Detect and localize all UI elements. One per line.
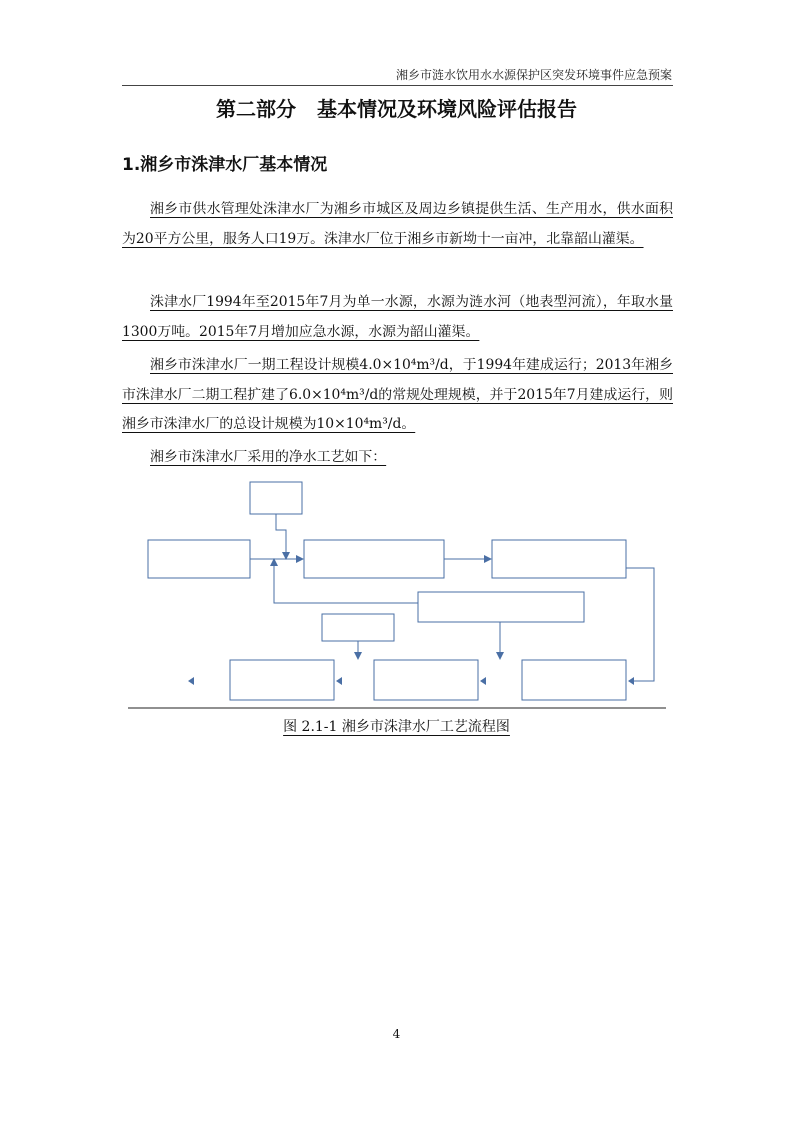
section-title: 1.湘乡市洙津水厂基本情况 bbox=[122, 155, 328, 175]
flow-box-small-left bbox=[322, 614, 394, 641]
flow-box-raw-water bbox=[148, 540, 250, 578]
paragraph-1-text: 湘乡市供水管理处洙津水厂为湘乡市城区及周边乡镇提供生活、生产用水，供水面积为20平方公里，服务人口19万。洙津水厂位于湘乡市新坳十一亩冲，北靠韶山灌渠。 bbox=[122, 201, 673, 247]
running-header: 湘乡市涟水饮用水水源保护区突发环境事件应急预案 bbox=[395, 68, 672, 82]
page-number: 4 bbox=[392, 1027, 401, 1041]
paragraph-3 bbox=[122, 351, 673, 440]
part-title: 第二部分 基本情况及环境风险评估报告 bbox=[216, 97, 577, 121]
figure-caption: 图 2.1-1 湘乡市洙津水厂工艺流程图 bbox=[283, 719, 510, 735]
arrowhead-output bbox=[188, 677, 194, 685]
paragraph-4-text: 湘乡市洙津水厂采用的净水工艺如下： bbox=[150, 449, 387, 465]
paragraph-3-text: 湘乡市洙津水厂一期工程设计规模4.0×10⁴m³/d，于1994年建成运行；2013年湘乡市洙津水厂二期工程扩建了6.0×10⁴m³/d的常规处理规模，并于2015年7月建成运行，则湘乡市洙津水厂的总设计规模为10×10⁴m³/d。 bbox=[122, 357, 673, 433]
arrowhead-raw-mid bbox=[296, 555, 304, 563]
flow-box-top bbox=[250, 482, 302, 514]
arrowhead-into-b1 bbox=[336, 677, 342, 685]
flow-box-b1 bbox=[230, 660, 334, 700]
arrowhead-long-down bbox=[496, 652, 504, 660]
paragraph-2 bbox=[122, 288, 673, 347]
paragraph-4 bbox=[122, 443, 673, 473]
flow-box-b2 bbox=[374, 660, 478, 700]
arrowhead-small-down bbox=[354, 652, 362, 660]
connector-right-down bbox=[626, 568, 654, 681]
paragraph-2-text: 洙津水厂1994年至2015年7月为单一水源，水源为涟水河（地表型河流），年取水量1300万吨。2015年7月增加应急水源，水源为韶山灌渠。 bbox=[122, 294, 673, 340]
arrowhead-into-b3 bbox=[628, 677, 634, 685]
paragraph-1 bbox=[122, 195, 673, 254]
arrowhead-mid-right bbox=[484, 555, 492, 563]
header-rule bbox=[122, 85, 673, 86]
flow-box-long bbox=[418, 592, 584, 622]
flow-box-b3 bbox=[522, 660, 626, 700]
flow-box-mid1 bbox=[304, 540, 444, 578]
connector-top bbox=[276, 514, 286, 552]
flow-box-right1 bbox=[492, 540, 626, 578]
process-flowchart bbox=[0, 475, 793, 715]
arrowhead-into-b2 bbox=[480, 677, 486, 685]
